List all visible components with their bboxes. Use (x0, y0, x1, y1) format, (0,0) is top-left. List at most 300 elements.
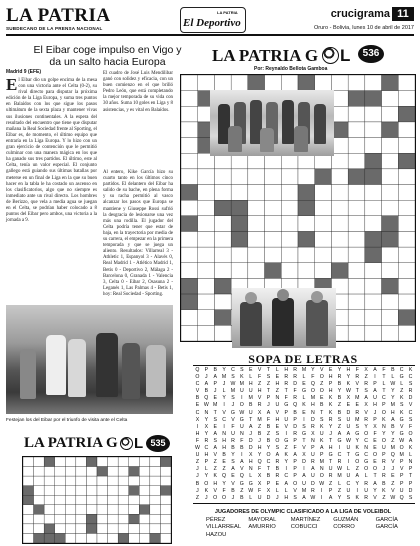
crossword-cell (365, 122, 382, 138)
crossword-cell (76, 486, 87, 496)
crossword-cell (365, 75, 382, 91)
word-search-cell: A (302, 473, 306, 480)
crossword-cell (365, 263, 382, 279)
word-search-cell: R (275, 459, 280, 466)
crossword-cell (214, 325, 231, 341)
crossword-cell (150, 457, 161, 467)
crossword-cell (65, 486, 76, 496)
word-search-cell: S (408, 416, 413, 423)
crossword-cell (298, 216, 315, 232)
word-search-cell: Z (391, 480, 395, 487)
crossword-cell (23, 533, 34, 543)
crossword-cell (23, 476, 34, 486)
word-search-cell: A (328, 494, 333, 501)
word-search-cell: W (345, 437, 351, 444)
word-search-cell: Z (329, 480, 333, 487)
crossword-cell (34, 467, 45, 477)
word-search-cell: B (195, 395, 200, 402)
word-search-cell: N (248, 466, 253, 473)
word-search-cell: M (301, 487, 307, 494)
word-search-cell: Y (337, 367, 342, 373)
word-search-cell: K (328, 402, 333, 409)
word-search-cell: I (356, 487, 358, 494)
crossword-cell (76, 476, 87, 486)
photo-caption: Festejan los del Eibar por el triunfo de visita ante el Celta (6, 418, 128, 423)
word-search-cell: E (213, 423, 217, 430)
word-search-cell: M (248, 395, 253, 402)
crossword-cell (181, 325, 198, 341)
crossword-cell (382, 216, 399, 232)
word-search-cell: U (399, 487, 404, 494)
word-search-cell: Z (213, 466, 217, 473)
word-search-cell: B (391, 423, 395, 430)
word-search-cell: P (328, 487, 333, 494)
crossword-cell (348, 106, 365, 122)
word-search-cell: I (196, 423, 199, 430)
crossword-cell (139, 476, 150, 486)
word-search-cell: L (382, 381, 386, 388)
crossword-cell (65, 514, 76, 524)
word-search-cell: R (204, 437, 209, 444)
word-search-cell: N (275, 395, 280, 402)
word-search-cell: P (293, 473, 297, 480)
word-search-cell: F (222, 487, 226, 494)
word-search-cell: B (266, 437, 271, 444)
word-search-cell: F (240, 437, 244, 444)
crossword-cell (139, 486, 150, 496)
word-search-cell: Y (222, 367, 226, 373)
crossword-cell (160, 514, 171, 524)
crossword-cell (23, 524, 34, 534)
word-search-cell: C (337, 452, 342, 459)
word-search-cell: X (311, 430, 315, 437)
word-search-cell: P (373, 381, 377, 388)
crossword-cell (315, 169, 332, 185)
crossword-cell (398, 216, 415, 232)
crossword-cell (181, 294, 198, 310)
word-search-cell: E (373, 437, 377, 444)
word-search-cell: V (293, 487, 297, 494)
crossword-cell (55, 505, 66, 515)
word-search-cell: T (266, 466, 271, 473)
crossword-cell (181, 138, 198, 154)
crossword-cell (315, 216, 332, 232)
crossword-cell (365, 278, 382, 294)
word-search-cell: S (320, 416, 324, 423)
word-search-cell: K (346, 381, 351, 388)
word-search-cell: E (373, 445, 377, 452)
crossword-cell (398, 169, 415, 185)
word-search-cell: S (213, 416, 217, 423)
crossword-cell (382, 278, 399, 294)
word-search-cell: O (319, 374, 324, 381)
word-search-cell: A (266, 409, 271, 416)
word-search-cell: P (408, 480, 413, 487)
word-search-cell: V (231, 480, 235, 487)
crossword-cell (398, 200, 415, 216)
word-search-cell: T (266, 388, 271, 395)
word-search-cell: V (275, 409, 280, 416)
crossword-cell (181, 122, 198, 138)
crossword-cell (331, 231, 348, 247)
word-search-cell: Y (257, 452, 262, 459)
crossword-cell (365, 138, 382, 154)
word-search-cell: R (382, 459, 386, 466)
crossword-cell (198, 231, 215, 247)
word-search-cell: H (328, 445, 333, 452)
word-search-cell: V (399, 423, 404, 430)
word-search-cell: T (284, 388, 288, 395)
word-search-cell: O (364, 466, 369, 473)
crossword-cell (139, 533, 150, 543)
word-search-cell: B (231, 445, 235, 452)
word-search-cell: T (382, 388, 386, 395)
word-search-word-list (206, 517, 418, 539)
deportivo-logo-sub: LA PATRIA (217, 10, 238, 15)
crossword-cell (265, 75, 282, 91)
word-search-cell: U (248, 388, 253, 395)
word-search-cell: A (355, 473, 359, 480)
puzzle-536-brand-tail: L (340, 46, 351, 65)
crossword-cell (118, 495, 129, 505)
word-search-cell: C (399, 367, 404, 373)
word-search-cell: K (240, 374, 244, 381)
word-search-cell: Z (382, 494, 386, 501)
word-search-cell: I (347, 459, 350, 466)
crossword-cell (76, 524, 87, 534)
word-search-cell: Q (293, 402, 298, 409)
word-search-cell: G (364, 459, 369, 466)
word-search-cell: R (284, 381, 289, 388)
crossword-cell (348, 138, 365, 154)
word-search-cell: H (275, 381, 280, 388)
word-search-cell: S (240, 367, 244, 373)
word-search-cell: I (223, 402, 225, 409)
word-search-cell: Z (240, 487, 244, 494)
word-search-cell: V (240, 466, 244, 473)
article-column-2: El cuadro de José Luis Mendilibar ganó con solidez y eficacia, con un buen comienzo en el que brilló Pedro León, que está completando la mejor temporada de su vida con 30 años. Suma 10 goles en Liga y 8 asistencias, y es vital en Balaídos. (103, 71, 173, 113)
word-search-cell: W (399, 437, 405, 444)
crossword-cell (181, 247, 198, 263)
word-search-cell: C (364, 452, 369, 459)
word-search-cell: Z (355, 466, 359, 473)
crossword-cell (398, 247, 415, 263)
word-search-cell: K (213, 473, 217, 480)
word-search-cell: N (364, 445, 369, 452)
crossword-cell (348, 122, 365, 138)
word-search-cell: F (266, 416, 271, 423)
word-search-cell: C (231, 367, 235, 373)
crossword-cell (231, 200, 248, 216)
word-search-cell: V (364, 409, 368, 416)
word-search-cell: H (311, 402, 315, 409)
puzzle-536-brand: LA PATRIA G (212, 46, 319, 65)
word-search-cell: R (231, 437, 235, 444)
word-search-word: AMURRIO (248, 524, 276, 531)
word-search-cell: N (319, 466, 324, 473)
word-search-cell: P (204, 459, 209, 466)
word-search-cell: T (329, 437, 333, 444)
crossword-cell (231, 185, 248, 201)
word-search-cell: L (400, 381, 404, 388)
word-search-cell: O (373, 466, 378, 473)
crossword-cell (348, 216, 365, 232)
word-search-cell: N (239, 430, 244, 437)
crossword-cell (34, 514, 45, 524)
word-search-cell: M (390, 445, 395, 452)
word-search-cell: A (391, 416, 395, 423)
crossword-cell (248, 263, 265, 279)
word-search-cell: H (373, 402, 377, 409)
word-search-cell: F (382, 367, 386, 373)
crossword-cell (65, 467, 76, 477)
word-search-cell: G (355, 452, 360, 459)
word-search-cell: Y (373, 487, 377, 494)
word-search-cell: G (328, 452, 333, 459)
word-search-cell: B (257, 430, 262, 437)
word-search-cell: J (382, 466, 386, 473)
word-search-cell: G (230, 409, 235, 416)
crossword-cell (348, 263, 365, 279)
word-search-cell: P (399, 459, 404, 466)
word-search-cell: Q (257, 459, 262, 466)
word-search-cell: Y (355, 480, 359, 487)
word-search-cell: A (346, 430, 351, 437)
crossword-cell (44, 533, 55, 543)
crossword-cell (150, 533, 161, 543)
word-search-cell: O (319, 388, 324, 395)
crossword-cell (365, 106, 382, 122)
crossword-cell (365, 231, 382, 247)
word-search-cell: A (213, 374, 217, 381)
word-search-cell: J (196, 466, 199, 473)
match-photo (6, 305, 173, 414)
word-search-cell: A (302, 494, 306, 501)
word-search-cell: D (408, 487, 413, 494)
puzzle-536-author: Por: Reynaldo Bellota Gamboa (254, 66, 328, 72)
crossword-cell (382, 325, 399, 341)
word-search-cell: W (203, 402, 209, 409)
word-search-cell: H (222, 445, 226, 452)
word-search-cell: Q (195, 367, 200, 373)
word-search-cell: J (213, 388, 217, 395)
deportivo-logo (180, 7, 246, 33)
word-search-cell: E (355, 402, 359, 409)
word-search-word: HAZOU (206, 531, 227, 538)
crossword-cell (281, 75, 298, 91)
crossword-cell (198, 200, 215, 216)
word-search-cell: K (204, 487, 209, 494)
word-search-cell: C (266, 459, 271, 466)
word-search-cell: L (391, 374, 395, 381)
word-search-cell: X (195, 416, 200, 423)
crossword-cell (265, 185, 282, 201)
crossword-cell (331, 247, 348, 263)
crossword-cell (365, 153, 382, 169)
crossword-cell (181, 75, 198, 91)
word-search-cell: D (311, 416, 315, 423)
word-search-cell: R (328, 416, 333, 423)
word-search-cell: E (373, 459, 377, 466)
word-search-cell: B (293, 409, 297, 416)
section-title: crucigrama (330, 8, 390, 20)
crossword-cell (139, 524, 150, 534)
crossword-cell (86, 505, 97, 515)
crossword-cell (298, 200, 315, 216)
word-search-cell: H (328, 388, 333, 395)
crossword-cell (118, 505, 129, 515)
word-search-cell: A (373, 480, 377, 487)
word-search-cell: U (346, 423, 351, 430)
word-search-cell: J (205, 494, 208, 501)
word-search-cell: O (355, 459, 360, 466)
word-search-heading: JUGADORES DE OLYMPIC CLASIFICADO A LA LIGA DE VOLEIBOL (214, 509, 392, 515)
crossword-cell (139, 457, 150, 467)
crossword-cell (23, 467, 34, 477)
word-search-cell: F (231, 423, 235, 430)
crossword-cell (248, 169, 265, 185)
word-search-cell: Z (222, 466, 226, 473)
word-search-cell: P (266, 480, 271, 487)
word-search-cell: U (373, 395, 377, 402)
word-search-cell: X (302, 452, 306, 459)
word-search-cell: Q (204, 395, 209, 402)
word-search-cell: R (364, 416, 369, 423)
word-search-cell: G (239, 480, 244, 487)
word-search-cell: S (408, 494, 413, 501)
word-search-cell: M (355, 395, 360, 402)
crossword-cell (382, 231, 399, 247)
crossword-cell (76, 457, 87, 467)
word-search-cell: U (248, 409, 253, 416)
word-search-cell: M (310, 395, 316, 402)
word-search-cell: M (257, 416, 262, 423)
crossword-cell (265, 200, 282, 216)
word-search-cell: S (275, 445, 280, 452)
word-search-cell: S (293, 494, 297, 501)
word-search-cell: E (275, 374, 280, 381)
word-search-cell: U (346, 416, 351, 423)
word-search-cell: C (346, 480, 351, 487)
crossword-cell (44, 457, 55, 467)
crossword-cell (55, 467, 66, 477)
crossword-cell (150, 514, 161, 524)
word-search-cell: C (364, 437, 369, 444)
word-search-cell: E (231, 473, 235, 480)
word-search-cell: M (239, 381, 244, 388)
crossword-cell (382, 200, 399, 216)
crossword-cell (248, 231, 265, 247)
crossword-cell (265, 231, 282, 247)
word-search-cell: O (195, 374, 200, 381)
word-search-cell: X (257, 473, 262, 480)
crossword-cell (198, 278, 215, 294)
crossword-cell (398, 106, 415, 122)
crossword-cell (108, 457, 119, 467)
crossword-cell (398, 294, 415, 310)
crossword-cell (331, 169, 348, 185)
crossword-cell (198, 216, 215, 232)
crossword-cell (398, 325, 415, 341)
word-search-cell: P (382, 402, 386, 409)
crossword-cell (108, 505, 119, 515)
soccer-ball-icon (322, 47, 339, 64)
word-search-cell: A (204, 381, 209, 388)
word-search-cell: K (320, 423, 324, 430)
word-search-cell: N (382, 423, 386, 430)
word-search-cell: O (381, 437, 386, 444)
word-search-cell: S (231, 395, 235, 402)
crossword-cell (150, 467, 161, 477)
word-search-cell: S (302, 423, 306, 430)
crossword-cell (160, 495, 171, 505)
word-search-cell: K (382, 487, 386, 494)
word-search-cell: M (355, 416, 360, 423)
word-search-cell: T (249, 416, 253, 423)
crossword-cell (129, 505, 140, 515)
word-search-cell: U (195, 452, 200, 459)
word-search-cell: T (266, 367, 271, 373)
crossword-cell (44, 486, 55, 496)
word-search-cell: Y (382, 430, 386, 437)
puzzle-535-brand-tail: L (134, 435, 144, 452)
word-search-cell: Y (204, 430, 209, 437)
word-search-cell: A (408, 437, 413, 444)
crossword-cell (118, 514, 129, 524)
crossword-cell (55, 514, 66, 524)
word-search-cell: R (293, 395, 297, 402)
crossword-cell (55, 476, 66, 486)
word-search-cell: U (231, 430, 235, 437)
crossword-cell (160, 476, 171, 486)
word-search-cell: W (345, 388, 351, 395)
crossword-cell (118, 533, 129, 543)
word-search-cell: E (275, 480, 280, 487)
word-search-cell: J (258, 437, 261, 444)
word-search-cell: Y (222, 395, 226, 402)
crossword-cell (129, 476, 140, 486)
word-search-cell: M (230, 388, 236, 395)
crossword-cell (382, 247, 399, 263)
crossword-cell (231, 216, 248, 232)
crossword-cell (160, 457, 171, 467)
word-search-cell: S (213, 437, 217, 444)
crossword-cell (86, 467, 97, 477)
word-search-cell: G (248, 480, 253, 487)
word-search-cell: V (408, 402, 413, 409)
word-search-cell: E (195, 402, 200, 409)
word-search-cell: E (320, 395, 324, 402)
word-search-cell: S (355, 423, 359, 430)
crossword-cell (108, 476, 119, 486)
crossword-cell (76, 514, 87, 524)
crossword-cell (298, 231, 315, 247)
word-search-cell: B (391, 367, 395, 373)
crossword-cell (118, 486, 129, 496)
word-search-cell: L (302, 395, 306, 402)
word-search-cell: A (248, 423, 253, 430)
word-search-cell: Y (355, 437, 359, 444)
crossword-cell (76, 533, 87, 543)
crossword-cell (281, 169, 298, 185)
crossword-cell (281, 231, 298, 247)
word-search-cell: L (346, 466, 350, 473)
word-search-grid (193, 365, 415, 504)
crossword-cell (214, 169, 231, 185)
crossword-cell (97, 505, 108, 515)
crossword-cell (348, 231, 365, 247)
word-search-cell: Q (222, 473, 227, 480)
